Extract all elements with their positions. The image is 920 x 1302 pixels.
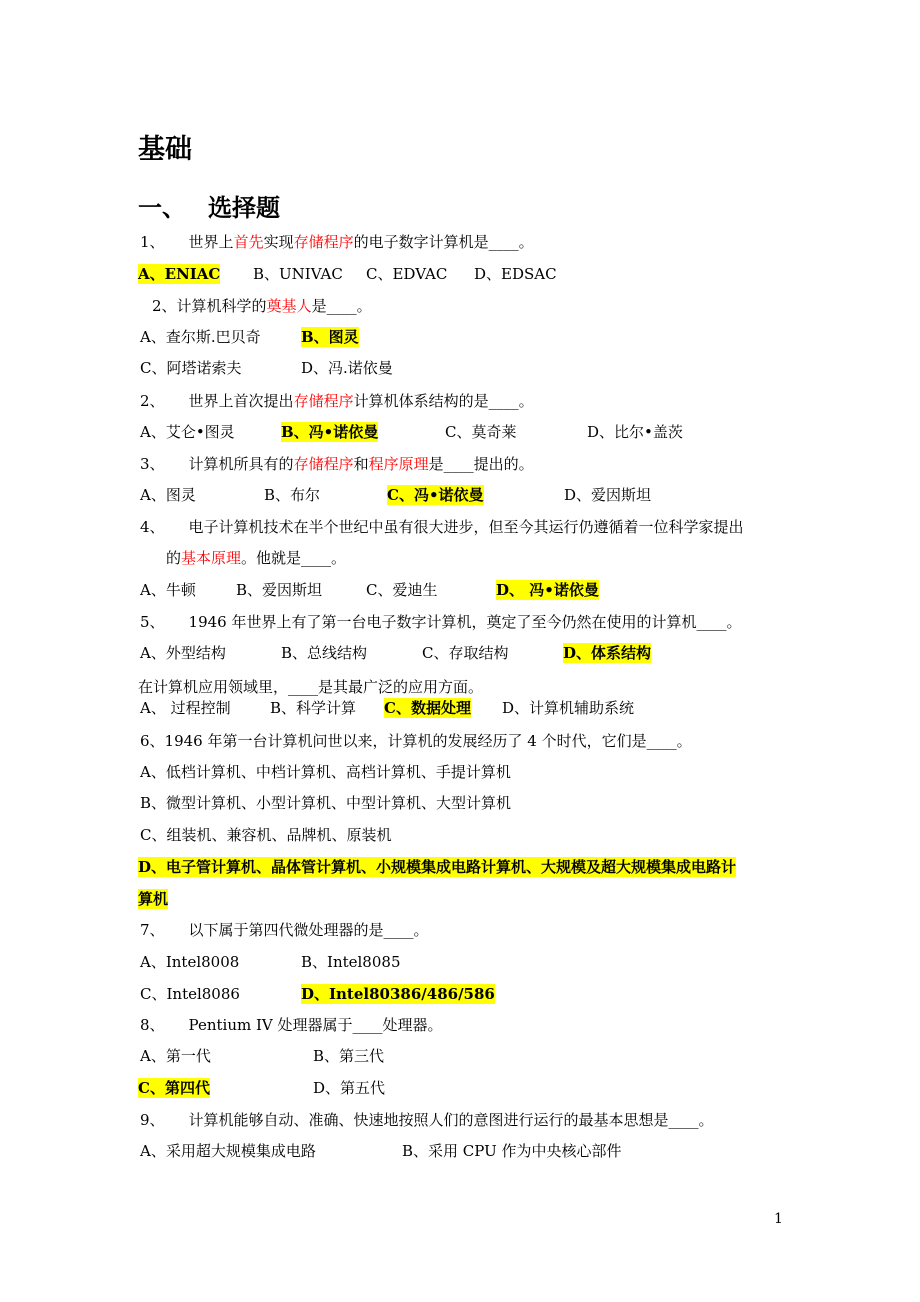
answer-option: A、外型结构 xyxy=(140,644,226,662)
keyword: 基本原理 xyxy=(181,549,242,567)
question-8 xyxy=(140,1015,443,1035)
section-heading xyxy=(138,193,280,223)
question-5 xyxy=(140,612,742,632)
question-9 xyxy=(140,1110,714,1130)
answer-option-correct: C、数据处理 xyxy=(384,699,471,717)
question-2a xyxy=(152,296,372,316)
question-text: 和 xyxy=(353,455,369,473)
answer-option: B、科学计算 xyxy=(270,699,357,717)
answer-option-correct: D、电子管计算机、晶体管计算机、小规模集成电路计算机、大规模及超大规模集成电路计 xyxy=(138,858,737,876)
answer-option: B、总线结构 xyxy=(281,644,368,662)
answer-option: A、Intel8008 xyxy=(140,953,240,971)
answer-option: A、牛顿 xyxy=(140,581,196,599)
question-text: 电子计算机技术在半个世纪中虽有很大进步，但至今其运行仍遵循着一位科学家提出 xyxy=(188,518,744,536)
answer-option-correct: B、图灵 xyxy=(301,328,359,346)
answer-option: A、采用超大规模集成电路 xyxy=(140,1142,316,1160)
question-7 xyxy=(140,920,429,940)
question-text: 2、计算机科学的 xyxy=(152,297,267,315)
answer-option-correct: D、Intel80386/486/586 xyxy=(301,985,495,1003)
question-application: 在计算机应用领域里，____是其最广泛的应用方面。 xyxy=(138,678,484,696)
answer-option: C、组装机、兼容机、品牌机、原装机 xyxy=(140,826,392,844)
document-title: 基础 xyxy=(138,134,192,165)
question-2b xyxy=(140,391,534,411)
keyword: 首先 xyxy=(233,233,264,251)
question-text: Pentium IV 处理器属于____处理器。 xyxy=(188,1016,443,1034)
answer-option: D、冯.诺依曼 xyxy=(301,359,393,377)
section-label: 选择题 xyxy=(208,193,280,222)
answer-option: C、阿塔诺索夫 xyxy=(140,359,242,377)
answer-option: B、Intel8085 xyxy=(301,953,401,971)
question-text: 1946 年世界上有了第一台电子数字计算机，奠定了至今仍然在使用的计算机____。 xyxy=(188,613,742,631)
question-number: 5、 xyxy=(140,613,165,631)
answer-option: C、莫奇莱 xyxy=(445,423,517,441)
keyword: 存储程序 xyxy=(293,233,354,251)
question-text: 世界上首次提出 xyxy=(188,392,294,410)
keyword: 存储程序 xyxy=(293,455,354,473)
answer-option: A、图灵 xyxy=(140,486,196,504)
question-text: 是____提出的。 xyxy=(428,455,534,473)
answer-option: A、查尔斯.巴贝奇 xyxy=(140,328,261,346)
question-number: 4、 xyxy=(140,518,165,536)
question-text: 世界上 xyxy=(188,233,234,251)
question-text: 的 xyxy=(166,549,182,567)
answer-option: A、低档计算机、中档计算机、高档计算机、手提计算机 xyxy=(140,763,511,781)
answer-option-correct: B、冯•诺依曼 xyxy=(281,423,379,441)
answer-option: B、爱因斯坦 xyxy=(236,581,323,599)
question-text: 。他就是____。 xyxy=(241,549,347,567)
answer-option: D、计算机辅助系统 xyxy=(502,699,635,717)
question-1 xyxy=(140,232,534,252)
answer-option: B、采用 CPU 作为中央核心部件 xyxy=(402,1142,622,1160)
question-text: 的电子数字计算机是____。 xyxy=(353,233,534,251)
question-4 xyxy=(140,517,744,537)
answer-option: B、布尔 xyxy=(264,486,321,504)
answer-option: B、第三代 xyxy=(313,1047,385,1065)
question-number: 8、 xyxy=(140,1016,165,1034)
question-number: 7、 xyxy=(140,921,165,939)
answer-option: A、艾仑•图灵 xyxy=(140,423,235,441)
question-number: 9、 xyxy=(140,1111,165,1129)
page-number: 1 xyxy=(774,1211,783,1227)
question-number: 3、 xyxy=(140,455,165,473)
answer-option: D、爱因斯坦 xyxy=(564,486,652,504)
question-text: 计算机体系结构的是____。 xyxy=(353,392,534,410)
answer-option-correct: D、体系结构 xyxy=(563,644,652,662)
keyword: 程序原理 xyxy=(368,455,429,473)
section-number: 一、 xyxy=(138,193,186,222)
answer-option: C、EDVAC xyxy=(366,265,448,283)
answer-option-correct-continued: 算机 xyxy=(138,890,169,908)
answer-option: A、第一代 xyxy=(140,1047,211,1065)
answer-option: D、EDSAC xyxy=(474,265,557,283)
answer-option-correct: C、第四代 xyxy=(138,1079,210,1097)
question-number: 1、 xyxy=(140,233,165,251)
question-text: 计算机能够自动、准确、快速地按照人们的意图进行运行的最基本思想是____。 xyxy=(188,1111,714,1129)
question-3 xyxy=(140,454,534,474)
keyword: 存储程序 xyxy=(293,392,354,410)
answer-option: D、比尔•盖茨 xyxy=(587,423,683,441)
answer-option: C、存取结构 xyxy=(422,644,509,662)
answer-option-correct: D、 冯•诺依曼 xyxy=(496,581,599,599)
question-number: 2、 xyxy=(140,392,165,410)
answer-option: A、 过程控制 xyxy=(140,699,231,717)
question-text: 实现 xyxy=(263,233,294,251)
answer-option: C、Intel8086 xyxy=(140,985,240,1003)
answer-option-correct: A、ENIAC xyxy=(138,265,221,283)
answer-option: B、UNIVAC xyxy=(253,265,343,283)
answer-option: D、第五代 xyxy=(313,1079,386,1097)
answer-option: B、微型计算机、小型计算机、中型计算机、大型计算机 xyxy=(140,794,512,812)
answer-option: C、爱迪生 xyxy=(366,581,438,599)
keyword: 奠基人 xyxy=(266,297,312,315)
question-text: 计算机所具有的 xyxy=(188,455,294,473)
question-4-continued xyxy=(166,548,346,568)
answer-option-correct: C、冯•诺依曼 xyxy=(387,486,484,504)
question-text: 以下属于第四代微处理器的是____。 xyxy=(188,921,429,939)
question-6: 6、1946 年第一台计算机问世以来，计算机的发展经历了 4 个时代，它们是____。 xyxy=(140,732,692,750)
question-text: 是____。 xyxy=(311,297,372,315)
